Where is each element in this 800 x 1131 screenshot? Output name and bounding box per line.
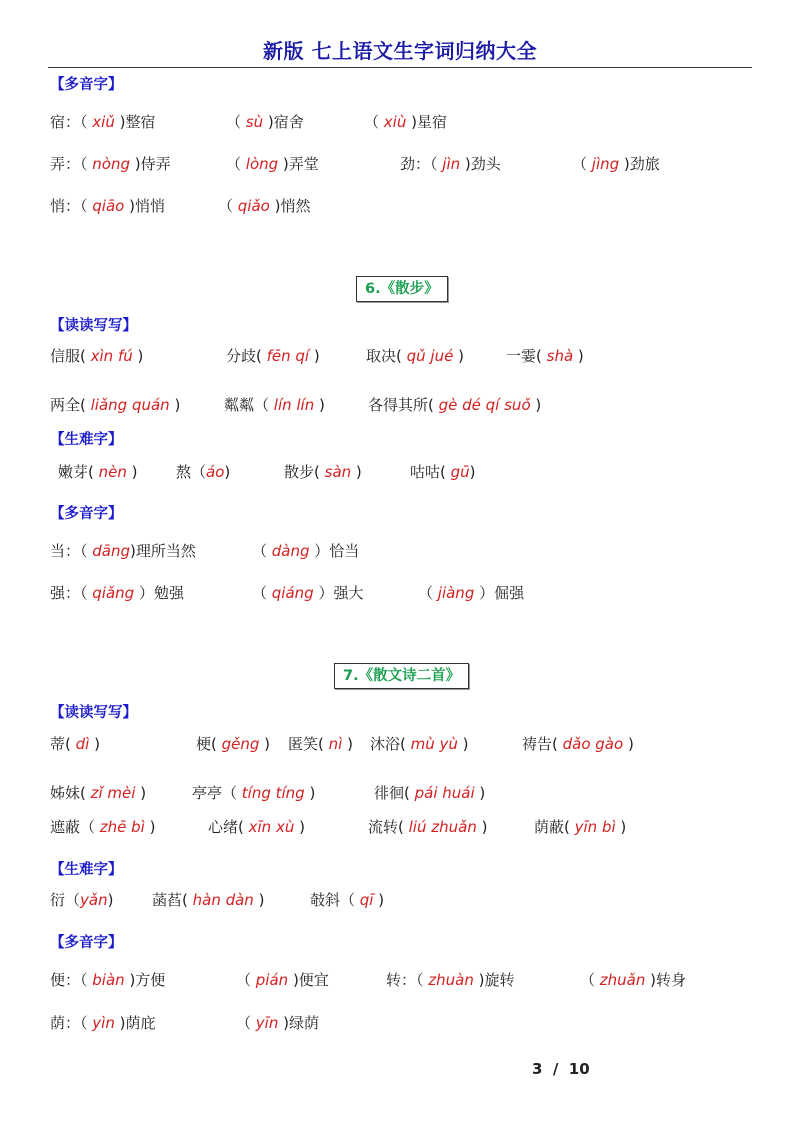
hard-char-entry: 攲斜（ qī ) [310, 891, 385, 909]
vocab-entry: 荫蔽( yīn bì ) [534, 818, 627, 836]
vocab-entry: 心绪( xīn xù ) [208, 818, 305, 836]
hard-chars-heading: 【生难字】 [50, 862, 123, 878]
vocab-entry: 分歧( fēn qí ) [226, 347, 320, 365]
vocab-entry: 姊妹( zǐ mèi ) [50, 784, 147, 802]
vocab-entry: 遮蔽（ zhē bì ) [50, 818, 156, 836]
vocab-entry: 取决( qǔ jué ) [366, 347, 464, 365]
lesson-7-title: 7.《散文诗二首》 [334, 663, 469, 689]
polyphone-entry: 宿：（ xiǔ )整宿 [50, 113, 156, 131]
polyphone-entry: （ dàng ）恰当 [252, 542, 360, 560]
lesson-6-title: 6.《散步》 [356, 276, 448, 302]
vocab-entry: 一霎( shà ) [506, 347, 584, 365]
polyphone-row [50, 582, 770, 604]
vocab-row [50, 733, 770, 755]
polyphone-entry: （ jìng )劲旅 [572, 155, 660, 173]
vocab-entry: 徘徊( pái huái ) [374, 784, 486, 802]
vocab-entry: 粼粼（ lín lín ) [224, 396, 325, 414]
hard-char-entry: 散步( sàn ) [284, 463, 362, 481]
polyphone-heading: 【多音字】 [50, 77, 123, 93]
vocab-entry: 祷告( dǎo gào ) [522, 735, 634, 753]
hard-char-entry: 衍（yǎn) [50, 891, 114, 909]
polyphone-heading: 【多音字】 [50, 935, 123, 951]
vocab-entry: 蒂( dì ) [50, 735, 100, 753]
polyphone-entry: （ jiàng ）倔强 [418, 584, 525, 602]
polyphone-entry: （ pián )便宜 [236, 971, 329, 989]
vocab-entry: 流转( liú zhuǎn ) [368, 818, 488, 836]
polyphone-row [50, 111, 770, 133]
hard-char-entry: 菡萏( hàn dàn ) [152, 891, 265, 909]
polyphone-entry: 转：（ zhuàn )旋转 [386, 971, 515, 989]
hard-chars-row [50, 889, 750, 911]
polyphone-row [50, 153, 770, 175]
polyphone-entry: （ lòng )弄堂 [226, 155, 319, 173]
vocab-row [50, 394, 770, 416]
vocab-row [50, 345, 770, 367]
vocab-entry: 匿笑( nì ) [288, 735, 353, 753]
polyphone-entry: 悄：（ qiāo )悄悄 [50, 197, 165, 215]
read-write-heading: 【读读写写】 [50, 318, 137, 334]
hard-chars-heading: 【生难字】 [50, 432, 123, 448]
vocab-entry: 亭亭（ tíng tíng ) [192, 784, 316, 802]
polyphone-entry: 强：（ qiǎng ）勉强 [50, 584, 184, 602]
polyphone-entry: 劲：（ jìn )劲头 [400, 155, 501, 173]
polyphone-row [50, 1012, 770, 1034]
polyphone-entry: （ zhuǎn )转身 [580, 971, 686, 989]
hard-char-entry: 嫩芽( nèn ) [58, 463, 138, 481]
polyphone-row [50, 195, 770, 217]
polyphone-heading: 【多音字】 [50, 506, 123, 522]
polyphone-entry: （ qiáng ）强大 [252, 584, 364, 602]
polyphone-entry: （ sù )宿舍 [226, 113, 304, 131]
hard-chars-row [58, 461, 758, 483]
page-number: 3 / 10 [532, 1060, 590, 1078]
read-write-heading: 【读读写写】 [50, 705, 137, 721]
page-title: 新版 七上语文生字词归纳大全 [263, 39, 537, 63]
vocab-row [50, 816, 770, 838]
polyphone-entry: （ xiù )星宿 [364, 113, 447, 131]
polyphone-row [50, 540, 770, 562]
polyphone-entry: 弄：（ nòng )侍弄 [50, 155, 171, 173]
vocab-entry: 两全( liǎng quán ) [50, 396, 181, 414]
polyphone-entry: 荫：（ yìn )荫庇 [50, 1014, 156, 1032]
vocab-entry: 沐浴( mù yù ) [370, 735, 469, 753]
hard-char-entry: 熬（áo) [176, 463, 231, 481]
vocab-entry: 各得其所( gè dé qí suǒ ) [368, 396, 542, 414]
polyphone-row [50, 969, 770, 991]
polyphone-entry: 当：（ dāng)理所当然 [50, 542, 196, 560]
polyphone-entry: 便：（ biàn )方便 [50, 971, 166, 989]
polyphone-entry: （ yīn )绿荫 [236, 1014, 319, 1032]
vocab-row [50, 782, 770, 804]
vocab-entry: 信服( xìn fú ) [50, 347, 144, 365]
vocab-entry: 梗( gěng ) [196, 735, 271, 753]
page-header [48, 36, 752, 68]
polyphone-entry: （ qiǎo )悄然 [218, 197, 311, 215]
hard-char-entry: 咕咕( gū) [410, 463, 476, 481]
